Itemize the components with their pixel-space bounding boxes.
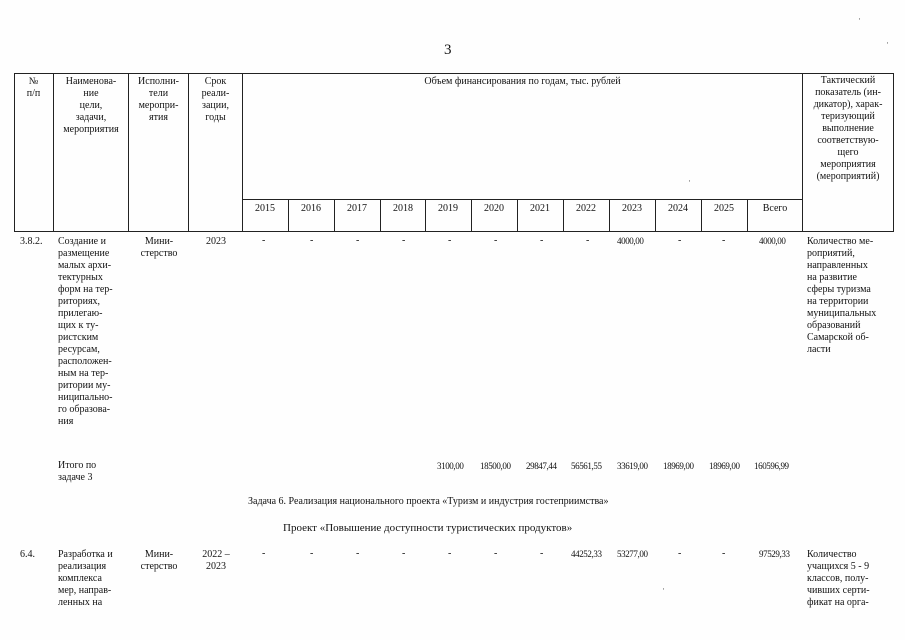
row-term: 2022 – 2023 [202, 549, 230, 572]
year-2020: 2020 [484, 203, 504, 214]
scan-speck: · [662, 584, 665, 594]
year-2016: 2016 [301, 203, 321, 214]
row-name: Создание и размещение малых архи- тектурных форм на тер- риториях, прилегаю- щих к ту- ристским ресурсам, расположен- ным на тер- ритории му- ниципально- го образова- ния [58, 236, 113, 427]
row-indicator: Количество учащихся 5 - 9 классов, полу- чивших серти- фикат на орга- [807, 549, 870, 608]
row-dash: - [448, 235, 452, 246]
row-term: 2023 [206, 236, 226, 247]
row-indicator: Количество ме- роприятий, направленных на развитие сферы туризма на территории муниципальных образований Самарской об- ласти [807, 236, 877, 355]
header-finance: Объем финансирования по годам, тыс. рублей [424, 76, 621, 87]
table-top-border [14, 73, 894, 74]
row-name: Разработка и реализация комплекса мер, направ- ленных на [58, 549, 113, 608]
year-total: Всего [762, 203, 788, 214]
total-value-2020: 18500,00 [480, 461, 511, 471]
header-name: Наименова- ние цели, задачи, мероприятия [63, 76, 119, 135]
page-number: 3 [444, 42, 452, 58]
total-value-2019: 3100,00 [437, 461, 464, 471]
year-2015: 2015 [255, 203, 275, 214]
row-dash: - [262, 235, 266, 246]
row-dash: - [310, 548, 314, 559]
header-term: Срок реали- зации, годы [201, 76, 230, 123]
row-dash: - [494, 235, 498, 246]
year-2018: 2018 [393, 203, 413, 214]
row-value-2022: 44252,33 [571, 549, 602, 559]
row-dash: - [356, 548, 360, 559]
year-2024: 2024 [668, 203, 688, 214]
row-number: 3.8.2. [20, 236, 43, 247]
year-2017: 2017 [347, 203, 367, 214]
row-dash: - [402, 235, 406, 246]
year-2019: 2019 [438, 203, 458, 214]
total-value-all: 160596,99 [754, 461, 789, 471]
row-number: 6.4. [20, 549, 35, 560]
row-dash: - [494, 548, 498, 559]
row-executor: Мини- стерство [140, 549, 178, 572]
row-dash: - [540, 235, 544, 246]
row-executor: Мини- стерство [140, 236, 178, 259]
row-dash: - [402, 548, 406, 559]
year-2025: 2025 [714, 203, 734, 214]
row-dash: - [262, 548, 266, 559]
header-bottom-border [14, 231, 894, 232]
scan-speck: · [688, 176, 691, 186]
col-border-right [893, 73, 894, 231]
total-value-2022: 56561,55 [571, 461, 602, 471]
total-value-2024: 18969,00 [663, 461, 694, 471]
total-value-2021: 29847,44 [526, 461, 557, 471]
row-dash: - [722, 235, 726, 246]
project-title: Проект «Повышение доступности туристических продуктов» [283, 522, 573, 534]
row-dash: - [586, 235, 590, 246]
row-dash: - [448, 548, 452, 559]
header-executor: Исполни- тели меропри- ятия [138, 76, 179, 123]
row-value-2023: 4000,00 [617, 236, 644, 246]
total-value-2025: 18969,00 [709, 461, 740, 471]
task-6-title: Задача 6. Реализация национального проекта «Туризм и индустрия гостеприимства» [248, 496, 609, 507]
row-dash: - [540, 548, 544, 559]
row-dash: - [678, 235, 682, 246]
row-total-label: Итого по задаче 3 [58, 460, 97, 483]
header-indicator: Тактический показатель (ин- дикатор), харак- теризующий выполнение соответствую- щего мероприятия (мероприятий) [813, 75, 883, 182]
row-value-total: 97529,33 [759, 549, 790, 559]
col-border-2025 [747, 199, 748, 231]
scan-speck: · [886, 38, 889, 48]
row-dash: - [310, 235, 314, 246]
row-value-2023: 53277,00 [617, 549, 648, 559]
year-2021: 2021 [530, 203, 550, 214]
row-value-total: 4000,00 [759, 236, 786, 246]
year-2023: 2023 [622, 203, 642, 214]
row-dash: - [678, 548, 682, 559]
header-num: № п/п [26, 76, 41, 99]
row-dash: - [722, 548, 726, 559]
years-row-top-border [242, 199, 802, 200]
total-value-2023: 33619,00 [617, 461, 648, 471]
year-2022: 2022 [576, 203, 596, 214]
scan-speck: · [858, 14, 861, 24]
row-dash: - [356, 235, 360, 246]
